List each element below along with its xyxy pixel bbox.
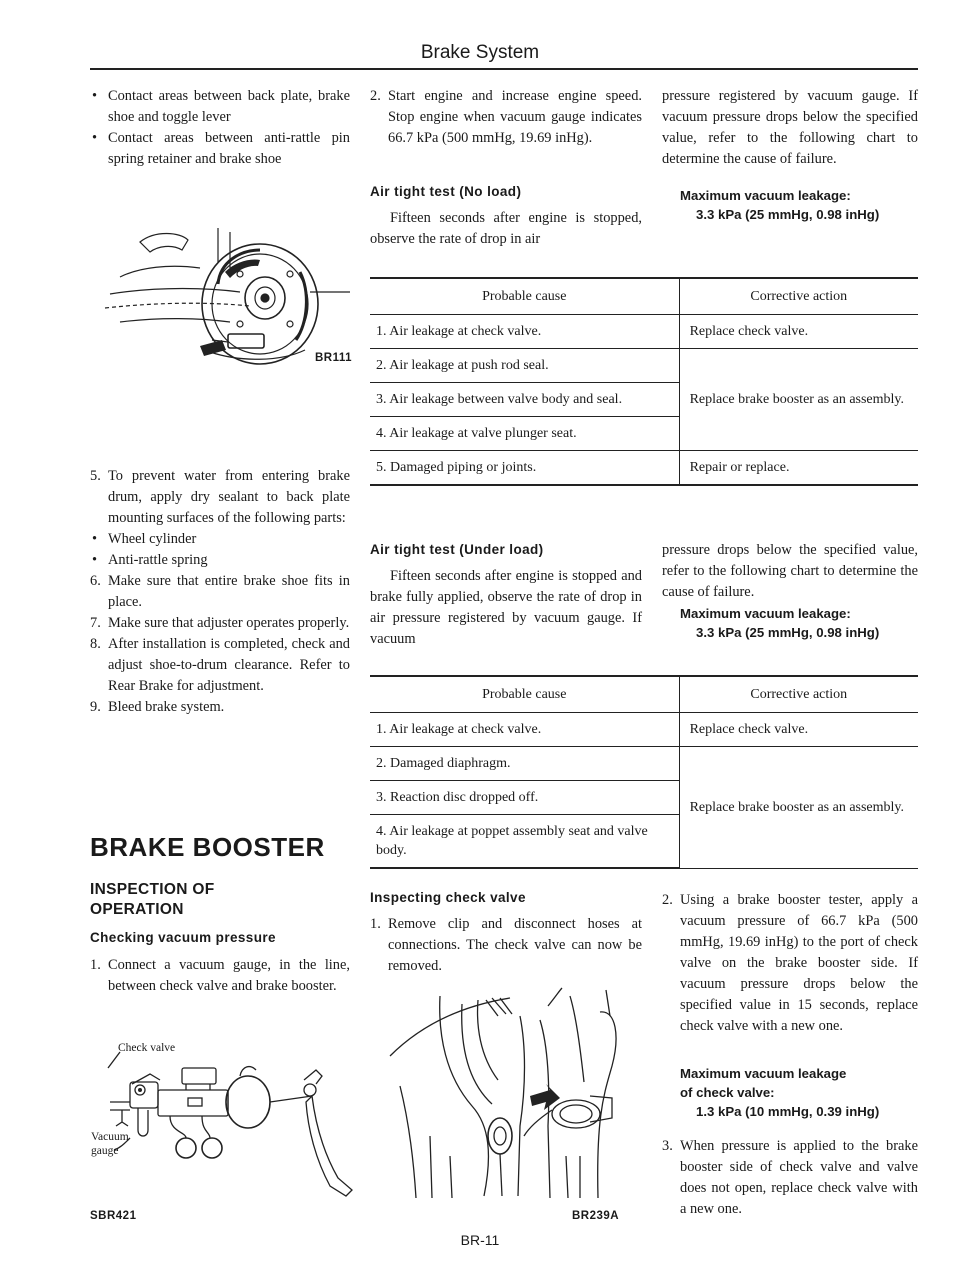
header-rule [90, 68, 918, 70]
table-row [370, 451, 918, 486]
step-2: 2. Start engine and increase engine speed. Stop engine when vacuum gauge indicates 66.7 kPa (500 mmHg, 19.69 inHg). [370, 88, 642, 146]
check-valve-leak-value: 1.3 kPa (10 mmHg, 0.39 inHg) [696, 1104, 880, 1119]
callout-check-valve: Check valve [118, 1042, 176, 1054]
air-test-under-load-text: Fifteen seconds after engine is stopped and brake fully applied, observe the rate of drop in air pressure registered by vacuum gauge. If vacuum [370, 568, 642, 647]
table-row [370, 747, 918, 781]
rear-brake-illustration [100, 222, 355, 372]
section-title-brake-booster: BRAKE BOOSTER [90, 832, 325, 862]
inspect-step-1 [370, 914, 642, 977]
figure-label-sbr421: SBR421 [90, 1210, 137, 1222]
check-valve-leak-label-line: Maximum vacuum leakage [680, 1066, 847, 1081]
step-5: 5. To prevent water from entering brake drum, apply dry sealant to back plate mounting surfaces of the following parts: [90, 468, 350, 526]
table-cell-action: Replace check valve. [679, 315, 918, 349]
callout-gauge-line: gauge [91, 1145, 119, 1157]
subsection-title-line: INSPECTION OF [90, 881, 215, 898]
inspect-step-2-text: 2. Using a brake booster tester, apply a vacuum pressure of 66.7 kPa (500 mmHg, 19.69 inHg) to the port of check valve on the brake booster side. If vacuum pressure drops below the specified value in 15 seconds, replace check valve with a new one. [662, 892, 918, 1034]
table-cell-cause: 1. Air leakage at check valve. [370, 713, 679, 747]
table-cell-cause: 4. Air leakage at poppet assembly seat and valve body. [370, 815, 679, 869]
inspect-step-1-text: 1. Remove clip and disconnect hoses at connections. The check valve can now be removed. [370, 916, 642, 974]
table-cell-action: Replace brake booster as an assembly. [679, 747, 918, 869]
table-row [370, 315, 918, 349]
table-cell-action: Replace brake booster as an assembly. [679, 349, 918, 451]
heading-inspecting-check-valve: Inspecting check valve [370, 890, 526, 905]
max-vacuum-leakage-2 [680, 604, 879, 642]
max-leak-value: 3.3 kPa (25 mmHg, 0.98 inHg) [696, 625, 880, 640]
inspect-step-2 [662, 890, 918, 1037]
subsection-title [90, 880, 214, 920]
table-cell-action: Repair or replace. [679, 451, 918, 486]
page-number: BR-11 [460, 1232, 500, 1248]
no-load-continuation: pressure registered by vacuum gauge. If vacuum pressure drops below the specified value, refer to the following chart to determine the cause of failure. [662, 88, 918, 167]
check-valve-illustration [380, 986, 650, 1206]
figure-label-br111: BR111 [315, 352, 353, 364]
check-valve-max-leakage [680, 1064, 879, 1121]
step-1: 1. Connect a vacuum gauge, in the line, between check valve and brake booster. [90, 957, 350, 994]
table-header-probable-cause: Probable cause [370, 278, 679, 315]
heading-air-tight-test-under-load: Air tight test (Under load) [370, 542, 544, 557]
table-header-corrective-action: Corrective action [679, 676, 918, 713]
air-test-no-load-text: Fifteen seconds after engine is stopped, observe the rate of drop in air [370, 210, 642, 247]
no-load-cause-table [370, 277, 918, 486]
check-valve-leak-label-line: of check valve: [680, 1085, 775, 1100]
page-header-title: Brake System [420, 42, 540, 63]
under-load-cause-table [370, 675, 918, 869]
heading-checking-vacuum-pressure: Checking vacuum pressure [90, 930, 276, 945]
step-8: 8. After installation is completed, check and adjust shoe-to-drum clearance. Refer to Rear Brake for adjustment. [90, 636, 350, 694]
bullet-item: • Contact areas between back plate, brake shoe and toggle lever [90, 86, 350, 128]
heading-air-tight-test-no-load: Air tight test (No load) [370, 184, 522, 199]
table-cell-cause: 2. Damaged diaphragm. [370, 747, 679, 781]
bullet-item: • Contact areas between anti-rattle pin spring retainer and brake shoe [90, 128, 350, 170]
table-cell-action: Replace check valve. [679, 713, 918, 747]
callout-vacuum-gauge [91, 1130, 129, 1158]
step-9: 9. Bleed brake system. [90, 699, 225, 715]
table-header-probable-cause: Probable cause [370, 676, 679, 713]
callout-vacuum-line: Vacuum [91, 1131, 129, 1143]
table-cell-cause: 2. Air leakage at push rod seal. [370, 349, 679, 383]
table-cell-cause: 5. Damaged piping or joints. [370, 451, 679, 486]
table-cell-cause: 1. Air leakage at check valve. [370, 315, 679, 349]
left-step-1 [90, 955, 350, 997]
bullet-item: • Wheel cylinder [90, 529, 350, 550]
table-cell-cause: 3. Reaction disc dropped off. [370, 781, 679, 815]
max-leak-value: 3.3 kPa (25 mmHg, 0.98 inHg) [696, 207, 880, 222]
bullet-item: • Anti-rattle spring [90, 550, 350, 571]
vacuum-gauge-hookup-diagram [90, 1040, 360, 1200]
table-row [370, 713, 918, 747]
middle-step-2 [370, 86, 642, 149]
step-6: 6. Make sure that entire brake shoe fits in place. [90, 573, 350, 610]
table-row [370, 349, 918, 383]
figure-label-br239a: BR239A [572, 1210, 620, 1222]
table-header-corrective-action: Corrective action [679, 278, 918, 315]
under-load-continuation: pressure drops below the specified value, refer to the following chart to determine the cause of failure. [662, 542, 918, 600]
left-top-bullets [90, 86, 350, 170]
max-leak-label: Maximum vacuum leakage: [680, 606, 851, 621]
subsection-title-line: OPERATION [90, 901, 184, 918]
max-leak-label: Maximum vacuum leakage: [680, 188, 851, 203]
inspect-step-3-text: 3. When pressure is applied to the brake booster side of check valve and valve does not open, replace check valve with a new one. [662, 1138, 918, 1217]
table-cell-cause: 4. Air leakage at valve plunger seat. [370, 417, 679, 451]
step-7: 7. Make sure that adjuster operates properly. [90, 615, 350, 631]
max-vacuum-leakage-1 [680, 186, 879, 224]
left-steps [90, 466, 350, 718]
inspect-step-3 [662, 1136, 918, 1220]
table-cell-cause: 3. Air leakage between valve body and seal. [370, 383, 679, 417]
